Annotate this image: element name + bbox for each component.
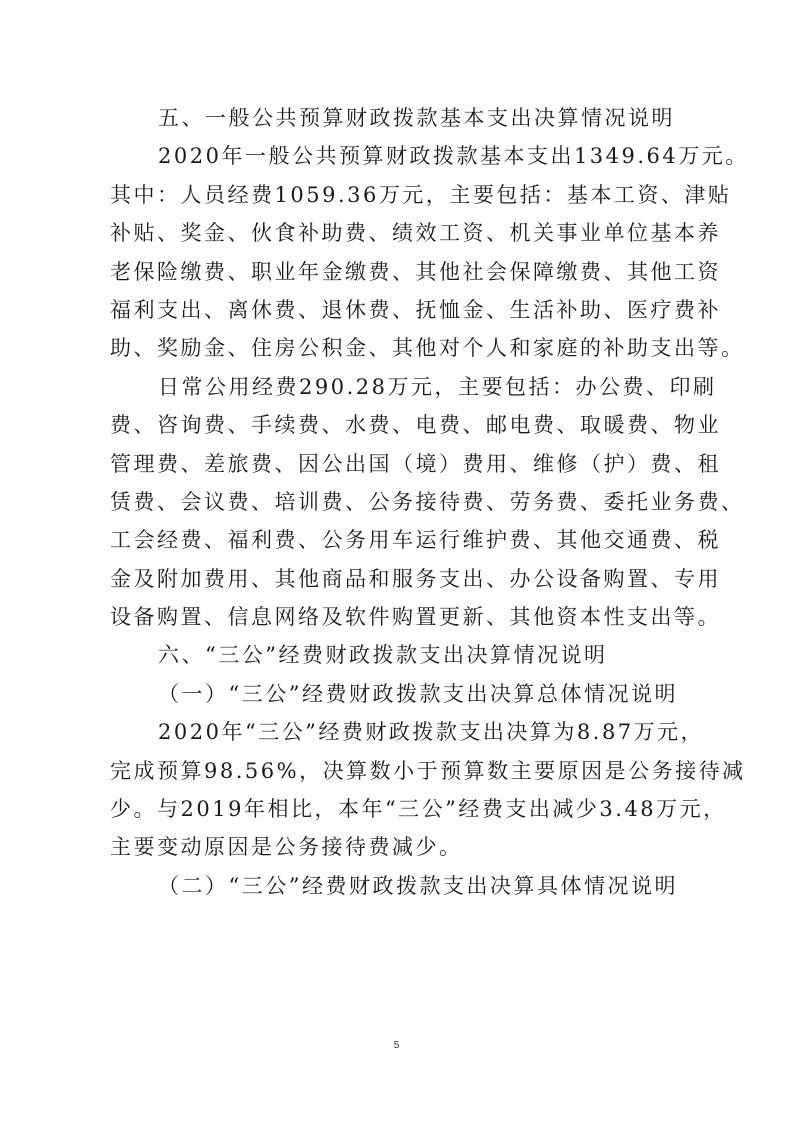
paragraph-line: 老保险缴费、职业年金缴费、其他社会保障缴费、其他工资 bbox=[110, 259, 721, 284]
section-heading-five: 五、一般公共预算财政拨款基本支出决算情况说明 bbox=[158, 106, 675, 130]
paragraph-line: 日常公用经费290.28万元，主要包括：办公费、印刷 bbox=[158, 374, 717, 399]
paragraph-line: 管理费、差旅费、因公出国（境）费用、维修（护）费、租 bbox=[110, 451, 721, 476]
paragraph-line: 赁费、会议费、培训费、公务接待费、劳务费、委托业务费、 bbox=[110, 489, 745, 514]
paragraph-line: 工会经费、福利费、公务用车运行维护费、其他交通费、税 bbox=[110, 528, 721, 553]
subsection-heading-one: （一）“三公”经费财政拨款支出决算总体情况说明 bbox=[158, 681, 678, 706]
document-body bbox=[110, 99, 749, 905]
paragraph-line: 少。与2019年相比，本年“三公”经费支出减少3.48万元， bbox=[110, 797, 727, 822]
paragraph-line: 金及附加费用、其他商品和服务支出、办公设备购置、专用 bbox=[110, 566, 721, 591]
page-number: 5 bbox=[393, 1040, 400, 1051]
paragraph-line: 补贴、奖金、伙食补助费、绩效工资、机关事业单位基本养 bbox=[110, 221, 721, 246]
section-heading-six: 六、“三公”经费财政拨款支出决算情况说明 bbox=[158, 643, 608, 668]
paragraph-line: 完成预算98.56%，决算数小于预算数主要原因是公务接待减 bbox=[110, 758, 746, 783]
paragraph-line: 助、奖励金、住房公积金、其他对个人和家庭的补助支出等。 bbox=[110, 336, 745, 361]
paragraph-line: 设备购置、信息网络及软件购置更新、其他资本性支出等。 bbox=[110, 605, 721, 630]
paragraph-line: 福利支出、离休费、退休费、抚恤金、生活补助、医疗费补 bbox=[110, 297, 721, 322]
paragraph-line: 主要变动原因是公务接待费减少。 bbox=[110, 835, 463, 860]
paragraph-line: 费、咨询费、手续费、水费、电费、邮电费、取暖费、物业 bbox=[110, 413, 721, 438]
subsection-heading-two: （二）“三公”经费财政拨款支出决算具体情况说明 bbox=[158, 873, 678, 898]
paragraph-line: 2020年一般公共预算财政拨款基本支出1349.64万元。 bbox=[158, 144, 749, 169]
paragraph-line: 2020年“三公”经费财政拨款支出决算为8.87万元， bbox=[158, 720, 705, 745]
paragraph-line: 其中：人员经费1059.36万元，主要包括：基本工资、津贴 bbox=[110, 182, 732, 207]
